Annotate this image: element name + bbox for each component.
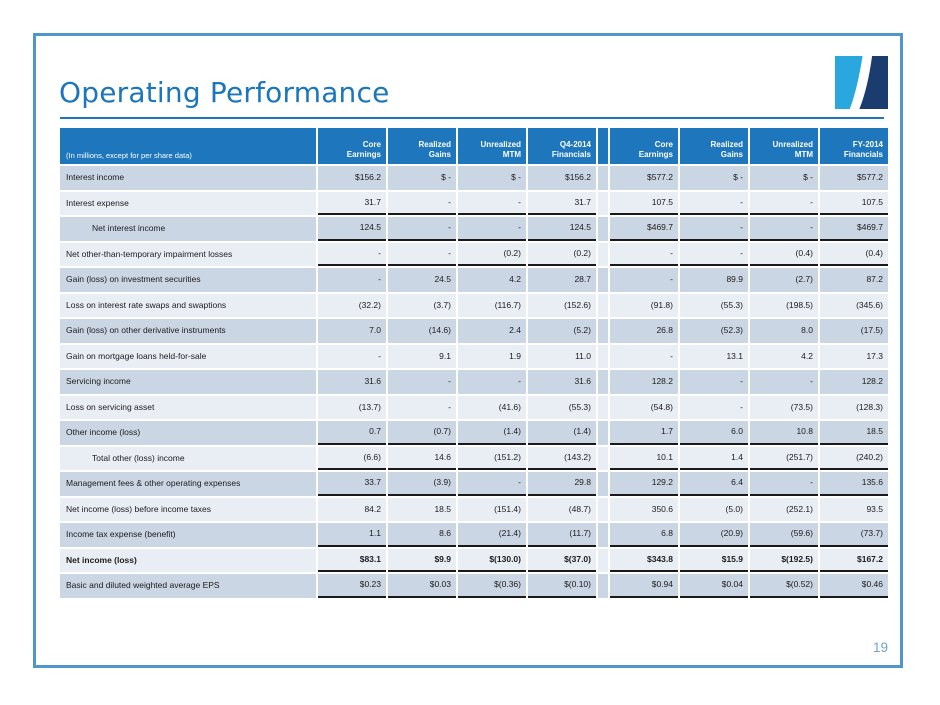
- cell-value: $0.94: [610, 574, 678, 598]
- cell-value: 1.9: [458, 345, 526, 369]
- table-row: [60, 498, 888, 522]
- cell-value: 6.0: [680, 421, 748, 445]
- cell-value: 124.5: [318, 217, 386, 241]
- row-label: Net interest income: [60, 217, 316, 241]
- cell-value: (32.2): [318, 294, 386, 318]
- cell-value: 84.2: [318, 498, 386, 522]
- cell-value: $156.2: [318, 166, 386, 190]
- cell-value: (14.6): [388, 319, 456, 343]
- cell-value: (0.4): [820, 243, 888, 267]
- column-group-gap: [598, 472, 608, 496]
- column-group-gap: [598, 345, 608, 369]
- cell-value: $577.2: [820, 166, 888, 190]
- cell-value: -: [388, 243, 456, 267]
- page-title: Operating Performance: [59, 76, 390, 109]
- cell-value: $83.1: [318, 549, 386, 573]
- cell-value: $ -: [750, 166, 818, 190]
- row-label: Net other-than-temporary impairment losses: [60, 243, 316, 267]
- cell-value: $(192.5): [750, 549, 818, 573]
- table-row: [60, 472, 888, 496]
- cell-value: -: [388, 370, 456, 394]
- cell-value: (0.4): [750, 243, 818, 267]
- cell-value: (73.7): [820, 523, 888, 547]
- cell-value: 350.6: [610, 498, 678, 522]
- table-row: [60, 294, 888, 318]
- row-label: Gain on mortgage loans held-for-sale: [60, 345, 316, 369]
- cell-value: -: [388, 192, 456, 216]
- cell-value: 128.2: [610, 370, 678, 394]
- cell-value: 128.2: [820, 370, 888, 394]
- table-row: [60, 396, 888, 420]
- cell-value: 33.7: [318, 472, 386, 496]
- cell-value: (54.8): [610, 396, 678, 420]
- cell-value: $469.7: [610, 217, 678, 241]
- cell-value: 107.5: [820, 192, 888, 216]
- column-header-unrealized-mtm-fy: Unrealized MTM: [750, 128, 818, 164]
- column-group-gap: [598, 217, 608, 241]
- cell-value: (11.7): [528, 523, 596, 547]
- cell-value: (41.6): [458, 396, 526, 420]
- row-label: Interest income: [60, 166, 316, 190]
- cell-value: 4.2: [750, 345, 818, 369]
- operating-performance-table: [58, 126, 890, 600]
- cell-value: 31.6: [318, 370, 386, 394]
- cell-value: -: [680, 217, 748, 241]
- table-row: [60, 421, 888, 445]
- cell-value: 18.5: [388, 498, 456, 522]
- cell-value: (116.7): [458, 294, 526, 318]
- cell-value: 24.5: [388, 268, 456, 292]
- cell-value: $ -: [458, 166, 526, 190]
- cell-value: -: [388, 396, 456, 420]
- cell-value: $ -: [388, 166, 456, 190]
- cell-value: 6.4: [680, 472, 748, 496]
- row-label: Gain (loss) on investment securities: [60, 268, 316, 292]
- cell-value: -: [458, 192, 526, 216]
- table-row: [60, 319, 888, 343]
- cell-value: 7.0: [318, 319, 386, 343]
- column-header-unrealized-mtm-q4: Unrealized MTM: [458, 128, 526, 164]
- cell-value: (240.2): [820, 447, 888, 471]
- column-header-realized-gains-fy: Realized Gains: [680, 128, 748, 164]
- cell-value: 26.8: [610, 319, 678, 343]
- row-label: Servicing income: [60, 370, 316, 394]
- cell-value: (1.4): [528, 421, 596, 445]
- cell-value: (0.2): [458, 243, 526, 267]
- row-label: Interest expense: [60, 192, 316, 216]
- cell-value: 6.8: [610, 523, 678, 547]
- row-label: Income tax expense (benefit): [60, 523, 316, 547]
- cell-value: $469.7: [820, 217, 888, 241]
- table-row: [60, 370, 888, 394]
- column-group-gap: [598, 128, 608, 164]
- cell-value: $(0.52): [750, 574, 818, 598]
- cell-value: -: [680, 192, 748, 216]
- row-label: Net income (loss): [60, 549, 316, 573]
- cell-value: 28.7: [528, 268, 596, 292]
- cell-value: -: [680, 243, 748, 267]
- cell-value: 14.6: [388, 447, 456, 471]
- cell-value: (52.3): [680, 319, 748, 343]
- cell-value: $0.03: [388, 574, 456, 598]
- row-label: Basic and diluted weighted average EPS: [60, 574, 316, 598]
- cell-value: -: [458, 217, 526, 241]
- row-label: Net income (loss) before income taxes: [60, 498, 316, 522]
- cell-value: -: [458, 472, 526, 496]
- cell-value: (13.7): [318, 396, 386, 420]
- table-row: [60, 549, 888, 573]
- cell-value: (345.6): [820, 294, 888, 318]
- cell-value: $343.8: [610, 549, 678, 573]
- cell-value: -: [318, 268, 386, 292]
- column-group-gap: [598, 447, 608, 471]
- cell-value: -: [680, 370, 748, 394]
- cell-value: (151.2): [458, 447, 526, 471]
- cell-value: $0.04: [680, 574, 748, 598]
- cell-value: 11.0: [528, 345, 596, 369]
- cell-value: $0.23: [318, 574, 386, 598]
- cell-value: -: [680, 396, 748, 420]
- cell-value: -: [750, 217, 818, 241]
- cell-value: $167.2: [820, 549, 888, 573]
- cell-value: -: [318, 345, 386, 369]
- cell-value: (128.3): [820, 396, 888, 420]
- cell-value: 89.9: [680, 268, 748, 292]
- cell-value: -: [750, 472, 818, 496]
- cell-value: 17.3: [820, 345, 888, 369]
- cell-value: 129.2: [610, 472, 678, 496]
- table-row: [60, 217, 888, 241]
- cell-value: (48.7): [528, 498, 596, 522]
- cell-value: (252.1): [750, 498, 818, 522]
- column-header-core-earnings-fy: Core Earnings: [610, 128, 678, 164]
- cell-value: (17.5): [820, 319, 888, 343]
- table-row: [60, 192, 888, 216]
- row-label: Management fees & other operating expenses: [60, 472, 316, 496]
- cell-value: 93.5: [820, 498, 888, 522]
- cell-value: 2.4: [458, 319, 526, 343]
- cell-value: (198.5): [750, 294, 818, 318]
- cell-value: (1.4): [458, 421, 526, 445]
- cell-value: 8.6: [388, 523, 456, 547]
- cell-value: 1.1: [318, 523, 386, 547]
- cell-value: 10.1: [610, 447, 678, 471]
- row-label: Other income (loss): [60, 421, 316, 445]
- cell-value: (251.7): [750, 447, 818, 471]
- cell-value: (20.9): [680, 523, 748, 547]
- cell-value: (6.6): [318, 447, 386, 471]
- cell-value: $0.46: [820, 574, 888, 598]
- cell-value: 0.7: [318, 421, 386, 445]
- cell-value: -: [610, 268, 678, 292]
- cell-value: 31.6: [528, 370, 596, 394]
- cell-value: (55.3): [528, 396, 596, 420]
- cell-value: (21.4): [458, 523, 526, 547]
- page-number: 19: [872, 640, 888, 655]
- column-group-gap: [598, 421, 608, 445]
- cell-value: 29.8: [528, 472, 596, 496]
- table-row: [60, 345, 888, 369]
- cell-value: (143.2): [528, 447, 596, 471]
- cell-value: $577.2: [610, 166, 678, 190]
- cell-value: 1.4: [680, 447, 748, 471]
- table-row: [60, 243, 888, 267]
- cell-value: (73.5): [750, 396, 818, 420]
- column-group-gap: [598, 523, 608, 547]
- cell-value: -: [318, 243, 386, 267]
- cell-value: (91.8): [610, 294, 678, 318]
- cell-value: $(130.0): [458, 549, 526, 573]
- table-row: [60, 523, 888, 547]
- row-label: Loss on interest rate swaps and swaptions: [60, 294, 316, 318]
- cell-value: -: [458, 370, 526, 394]
- cell-value: (3.7): [388, 294, 456, 318]
- cell-value: 9.1: [388, 345, 456, 369]
- cell-value: $15.9: [680, 549, 748, 573]
- cell-value: -: [388, 217, 456, 241]
- cell-value: (0.2): [528, 243, 596, 267]
- row-label: Gain (loss) on other derivative instruments: [60, 319, 316, 343]
- column-group-gap: [598, 166, 608, 190]
- cell-value: $(37.0): [528, 549, 596, 573]
- cell-value: -: [750, 370, 818, 394]
- cell-value: 13.1: [680, 345, 748, 369]
- column-group-gap: [598, 243, 608, 267]
- cell-value: 107.5: [610, 192, 678, 216]
- column-group-gap: [598, 396, 608, 420]
- column-group-gap: [598, 319, 608, 343]
- row-label: Total other (loss) income: [60, 447, 316, 471]
- cell-value: $9.9: [388, 549, 456, 573]
- cell-value: 87.2: [820, 268, 888, 292]
- table-corner-label: (In millions, except for per share data): [60, 128, 316, 164]
- cell-value: $156.2: [528, 166, 596, 190]
- table-header-row: [60, 128, 888, 164]
- cell-value: 31.7: [528, 192, 596, 216]
- company-logo-icon: [835, 56, 888, 109]
- cell-value: (152.6): [528, 294, 596, 318]
- cell-value: 10.8: [750, 421, 818, 445]
- cell-value: (151.4): [458, 498, 526, 522]
- column-header-core-earnings-q4: Core Earnings: [318, 128, 386, 164]
- column-group-gap: [598, 268, 608, 292]
- cell-value: -: [610, 345, 678, 369]
- table-row: [60, 447, 888, 471]
- cell-value: $(0.36): [458, 574, 526, 598]
- column-group-gap: [598, 498, 608, 522]
- cell-value: 18.5: [820, 421, 888, 445]
- cell-value: $(0.10): [528, 574, 596, 598]
- row-label: Loss on servicing asset: [60, 396, 316, 420]
- column-header-q4-2014-financials: Q4-2014 Financials: [528, 128, 596, 164]
- table-row: [60, 166, 888, 190]
- cell-value: (5.0): [680, 498, 748, 522]
- table-row: [60, 574, 888, 598]
- column-header-realized-gains-q4: Realized Gains: [388, 128, 456, 164]
- table-row: [60, 268, 888, 292]
- column-group-gap: [598, 294, 608, 318]
- cell-value: 135.6: [820, 472, 888, 496]
- cell-value: (55.3): [680, 294, 748, 318]
- title-divider: [60, 117, 884, 119]
- cell-value: (59.6): [750, 523, 818, 547]
- cell-value: 124.5: [528, 217, 596, 241]
- cell-value: (2.7): [750, 268, 818, 292]
- cell-value: -: [610, 243, 678, 267]
- table-body: [60, 166, 888, 598]
- column-header-fy-2014-financials: FY-2014 Financials: [820, 128, 888, 164]
- column-group-gap: [598, 370, 608, 394]
- cell-value: -: [750, 192, 818, 216]
- column-group-gap: [598, 574, 608, 598]
- cell-value: (3.9): [388, 472, 456, 496]
- cell-value: 31.7: [318, 192, 386, 216]
- cell-value: $ -: [680, 166, 748, 190]
- cell-value: 4.2: [458, 268, 526, 292]
- cell-value: (5.2): [528, 319, 596, 343]
- cell-value: (0.7): [388, 421, 456, 445]
- cell-value: 8.0: [750, 319, 818, 343]
- column-group-gap: [598, 549, 608, 573]
- cell-value: 1.7: [610, 421, 678, 445]
- column-group-gap: [598, 192, 608, 216]
